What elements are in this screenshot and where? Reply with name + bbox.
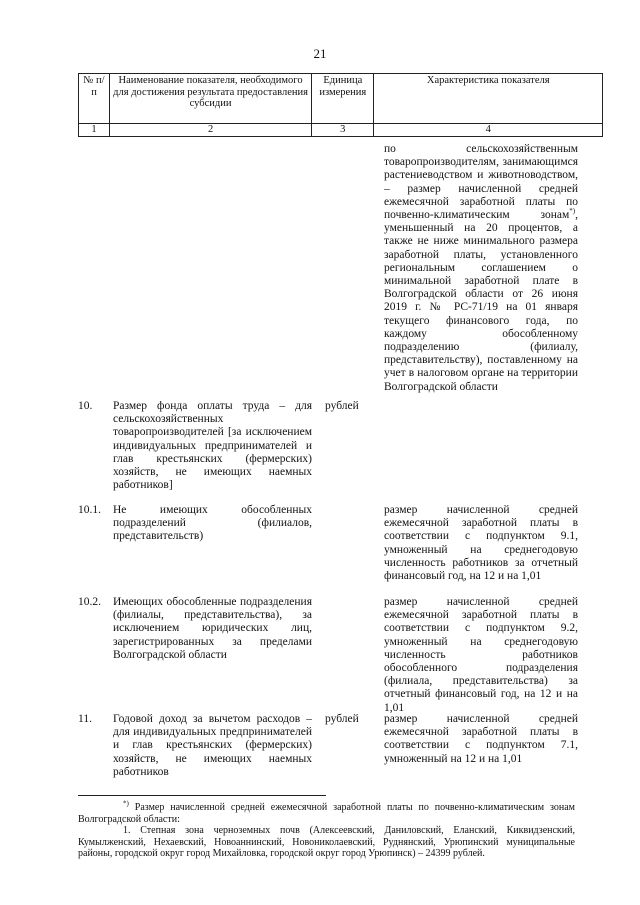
header-unit: Единица измерения xyxy=(312,74,374,124)
row-characteristic: по сельскохозяйственным товаропроизводителям, занимающимся растениеводством и животноводством, – размер начисленной средней ежемесячной заработной платы по почвенно-климатическим зонам*), уменьшенный на 20 процентов, а также не ниже минимального размера заработной платы, установленного региональным соглашением о минимальной заработной плате в Волгоградской области от 26 июня 2019 г. № РС-71/19 на 01 января текущего финансового года, по каждому обособленному подразделению (филиалу, представительству), поставленному на учет в налоговом органе на территории Волгоградской области xyxy=(384,143,578,393)
row-name: Имеющих обособленные подразделения (филиалы, представительства), за исключением юридических лиц, зарегистрированных за пределами Волгоградской области xyxy=(113,596,312,661)
footnote-marker: *) xyxy=(123,799,129,808)
row-characteristic: размер начисленной средней ежемесячной заработной платы в соответствии с подпунктом 7.1, умноженный на 12 и на 1,01 xyxy=(384,713,578,765)
row-name: Годовой доход за вычетом расходов – для индивидуальных предпринимателей и глав крестьянских (фермерских) хозяйств, не имеющих наемных работников xyxy=(113,713,312,778)
row-number: 11. xyxy=(78,713,92,725)
col-number: 3 xyxy=(312,124,374,137)
col-number: 2 xyxy=(110,124,312,137)
col-number: 1 xyxy=(79,124,110,137)
footnote-divider xyxy=(78,795,326,796)
row-unit: рублей xyxy=(325,400,359,412)
header-characteristic: Характеристика показателя xyxy=(374,74,603,124)
footnote xyxy=(78,799,576,860)
table-header xyxy=(78,73,603,137)
row-number: 10. xyxy=(78,400,93,412)
row-name: Размер фонда оплаты труда – для сельскохозяйственных товаропроизводителей [за исключением индивидуальных предпринимателей и глав крестьянских (фермерских) хозяйств, не имеющих наемных работников] xyxy=(113,400,312,492)
header-num: № п/п xyxy=(79,74,110,124)
row-unit: рублей xyxy=(325,713,359,725)
col-number: 4 xyxy=(374,124,603,137)
footnote-intro: *) Размер начисленной средней ежемесячной заработной платы по почвенно-климатическим зонам Волгоградской области: xyxy=(78,799,576,825)
footnote-item: 1. Степная зона черноземных почв (Алексеевский, Даниловский, Еланский, Киквидзенский, Кумылженский, Нехаевский, Новоаннинский, Новониколаевский, Руднянский, Урюпинский муниципальные районы, городской округ город Михайловка, городской округ город Урюпинск) – 24399 рублей. xyxy=(78,825,575,860)
row-name: Не имеющих обособленных подразделений (филиалов, представительств) xyxy=(113,504,312,543)
row-characteristic: размер начисленной средней ежемесячной заработной платы в соответствии с подпунктом 9.2, умноженный на среднегодовую численность работников обособленного подразделения (филиала, представительства) за отчетный финансовый год, на 12 и на 1,01 xyxy=(384,596,578,714)
page-number: 21 xyxy=(313,46,327,61)
row-number: 10.1. xyxy=(78,504,101,516)
row-characteristic: размер начисленной средней ежемесячной заработной платы в соответствии с подпунктом 9.1, умноженный на среднегодовую численность работников за отчетный финансовый год, на 12 и на 1,01 xyxy=(384,504,578,583)
header-name: Наименование показателя, необходимого для достижения результата предоставления субсидии xyxy=(110,74,312,124)
footnote-ref: *) xyxy=(569,207,576,216)
row-number: 10.2. xyxy=(78,596,101,608)
